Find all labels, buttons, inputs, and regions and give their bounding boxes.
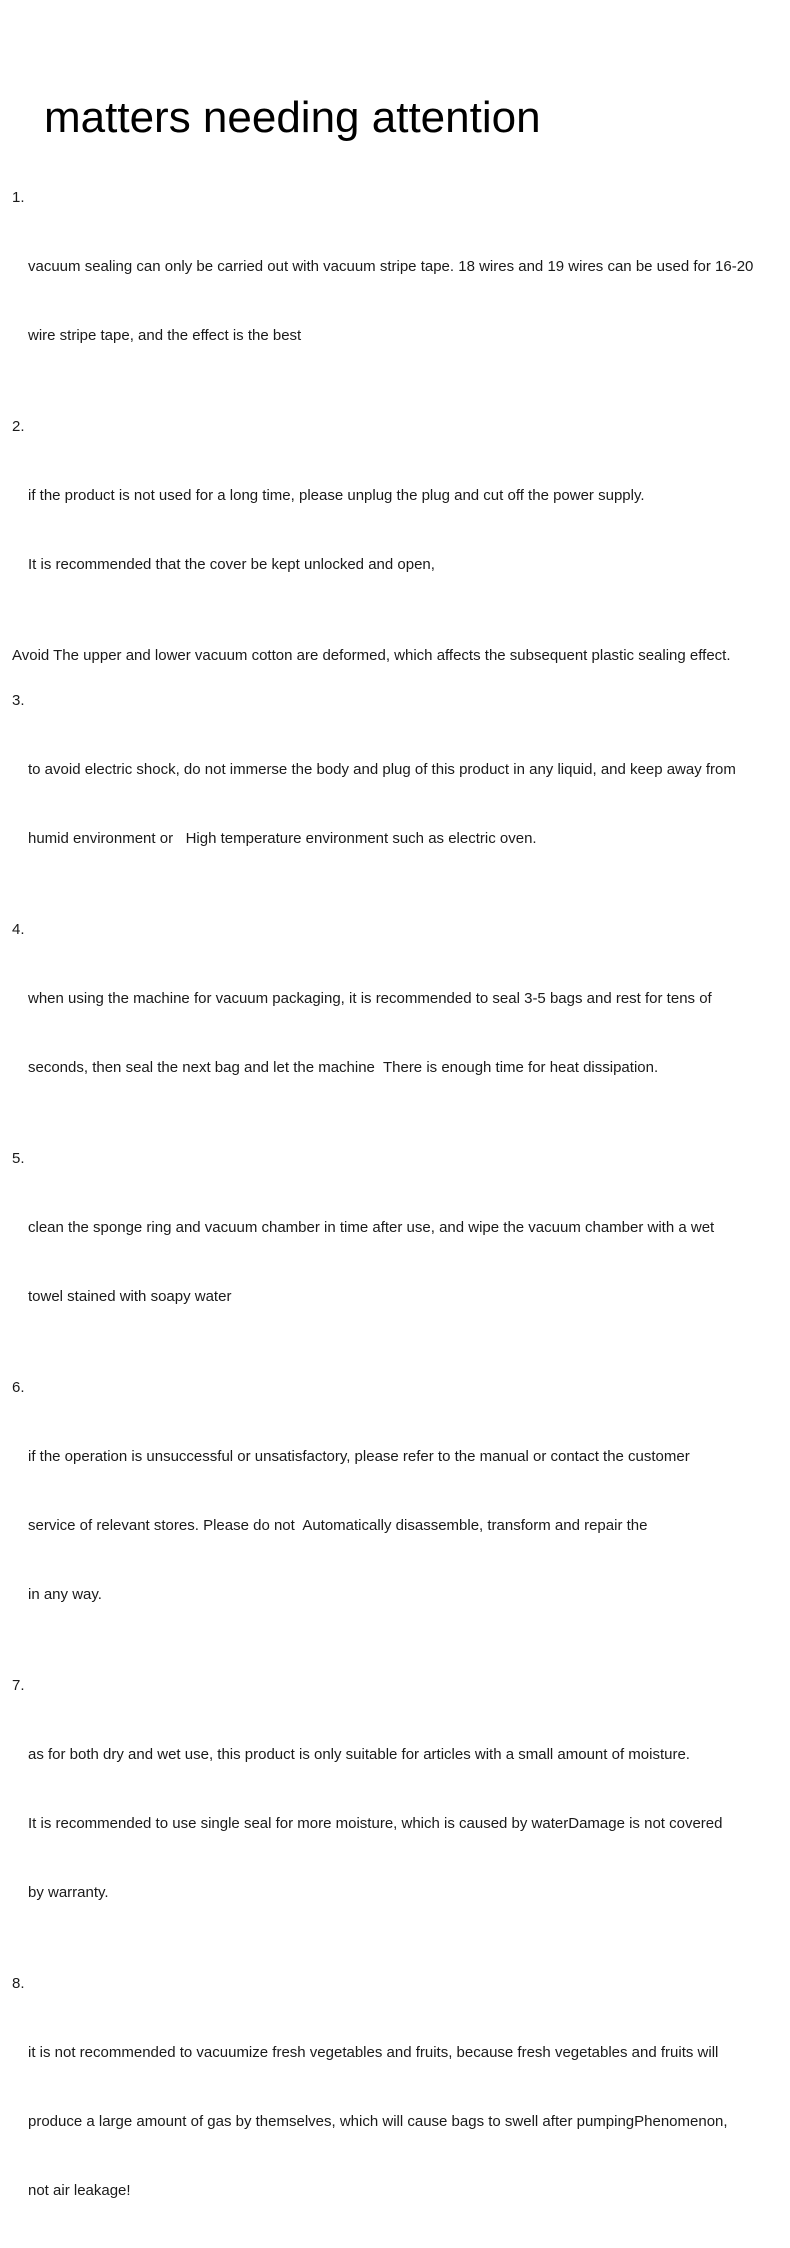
notice-list [0,186,790,2248]
item-number: 7. [12,1677,25,1694]
item-line: as for both dry and wet use, this product is only suitable for articles with a small amount of moisture. [28,1746,690,1763]
item-number: 1. [12,189,25,206]
item-number: 3. [12,692,25,709]
list-item-1 [12,186,790,393]
item-line: produce a large amount of gas by themselves, which will cause bags to swell after pumpingPhenomenon, [28,2113,728,2130]
list-item-3 [12,689,790,896]
item-line: if the operation is unsuccessful or unsatisfactory, please refer to the manual or contact the customer [28,1448,690,1465]
list-item-7 [12,1674,790,1950]
item-line: wire stripe tape, and the effect is the best [28,327,302,344]
item-line: in any way. [28,1586,102,1603]
list-item-4 [12,918,790,1125]
item-number: 8. [12,1975,25,1992]
item-line: service of relevant stores. Please do not Automatically disassemble, transform and repair the [28,1517,648,1534]
item-line: It is recommended to use single seal for more moisture, which is caused by waterDamage is not covered [28,1815,723,1832]
item-line: humid environment or High temperature environment such as electric oven. [28,830,537,847]
list-item-8 [12,1972,790,2248]
item-number: 6. [12,1379,25,1396]
item-line: not air leakage! [28,2182,131,2199]
item-line: to avoid electric shock, do not immerse the body and plug of this product in any liquid, and keep away from [28,761,736,778]
item-line: clean the sponge ring and vacuum chamber in time after use, and wipe the vacuum chamber with a wet [28,1219,715,1236]
page-title: matters needing attention [44,93,541,142]
item-line: vacuum sealing can only be carried out with vacuum stripe tape. 18 wires and 19 wires can be used for 16-20 [28,258,754,275]
item-line: towel stained with soapy water [28,1288,232,1305]
item-line: It is recommended that the cover be kept unlocked and open, [28,556,435,573]
list-item-6 [12,1376,790,1652]
item-line: it is not recommended to vacuumize fresh vegetables and fruits, because fresh vegetables and fruits will [28,2044,719,2061]
item-line: if the product is not used for a long time, please unplug the plug and cut off the power supply. [28,487,645,504]
list-item-5 [12,1147,790,1354]
list-item-2 [12,415,790,622]
item-line: when using the machine for vacuum packaging, it is recommended to seal 3-5 bags and rest for tens of [28,990,712,1007]
item-number: 2. [12,418,25,435]
item-line: by warranty. [28,1884,109,1901]
item-line: seconds, then seal the next bag and let the machine There is enough time for heat dissipation. [28,1059,659,1076]
item-number: 5. [12,1150,25,1167]
item-number: 4. [12,921,25,938]
avoid-note: Avoid The upper and lower vacuum cotton are deformed, which affects the subsequent plastic sealing effect. [12,647,731,664]
